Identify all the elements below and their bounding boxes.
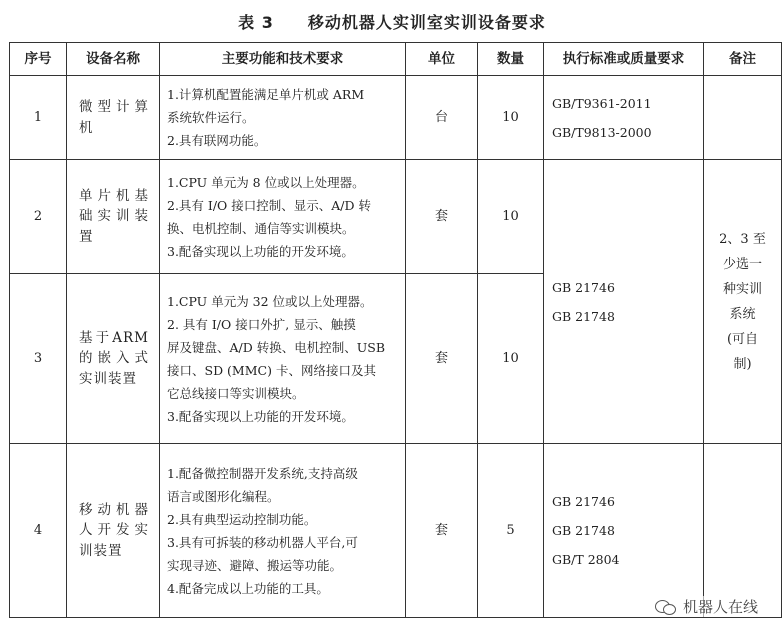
row-unit: 套: [406, 160, 478, 274]
function-line: 2.具有联网功能。: [167, 133, 267, 148]
watermark: [651, 596, 762, 617]
note-line: 制): [733, 356, 752, 372]
equipment-table: [9, 42, 782, 618]
row-quantity: 10: [478, 160, 544, 274]
note-line: 2、3 至: [719, 231, 766, 247]
row-quantity: 10: [478, 274, 544, 444]
row-function: [160, 76, 406, 160]
table-title: 移动机器人实训室实训设备要求: [307, 13, 546, 32]
standard-line: GB 21746: [552, 279, 615, 295]
function-line: 屏及键盘、A/D 转换、电机控制、USB: [167, 339, 386, 355]
shared-note: [704, 160, 782, 444]
row-unit: 台: [406, 76, 478, 160]
function-line: 接口、SD (MMC) 卡、网络接口及其: [167, 362, 376, 378]
row-name: 移动机器人开发实训装置: [67, 444, 160, 618]
row-standard: [544, 76, 704, 160]
header-name: 设备名称: [67, 43, 160, 76]
function-line: 实现寻迹、避障、搬运等功能。: [167, 557, 343, 573]
row-unit: 套: [406, 444, 478, 618]
row-name: 基于ARM的嵌入式实训装置: [67, 274, 160, 444]
row-standard: [544, 444, 704, 618]
table-row: [10, 160, 782, 274]
note-line: (可自: [726, 331, 759, 347]
standard-line: GB 21748: [552, 523, 615, 538]
header-standard: 执行标准或质量要求: [544, 43, 704, 76]
wechat-icon: [655, 598, 677, 616]
shared-standard: [544, 160, 704, 444]
note-line: 系统: [729, 306, 756, 322]
standard-line: GB/T 2804: [552, 552, 620, 567]
header-no: 序号: [10, 43, 67, 76]
header-unit: 单位: [406, 43, 478, 76]
row-name: 微型计算机: [67, 76, 160, 160]
function-line: 4.配备完成以上功能的工具。: [167, 580, 329, 596]
function-line: 2. 具有 I/O 接口外扩, 显示、触摸: [167, 316, 356, 332]
row-quantity: 10: [478, 76, 544, 160]
row-note: [704, 76, 782, 160]
standard-line: GB 21746: [552, 494, 615, 509]
function-line: 1.配备微控制器开发系统,支持高级: [167, 465, 358, 481]
row-no: 2: [10, 160, 67, 274]
function-line: 系统软件运行。: [167, 110, 255, 125]
function-line: 语言或图形化编程。: [167, 488, 280, 504]
row-name: 单片机基础实训装置: [67, 160, 160, 274]
function-line: 2.具有 I/O 接口控制、显示、A/D 转: [167, 197, 372, 213]
function-line: 3.配备实现以上功能的开发环境。: [167, 408, 354, 424]
function-line: 1.CPU 单元为 8 位或以上处理器。: [167, 174, 365, 190]
header-function: 主要功能和技术要求: [160, 43, 406, 76]
standard-line: GB 21748: [552, 308, 615, 324]
row-note: [704, 444, 782, 618]
row-unit: 套: [406, 274, 478, 444]
table-header-row: [10, 43, 782, 76]
standard-line: GB/T9813-2000: [552, 124, 652, 140]
row-no: 3: [10, 274, 67, 444]
row-quantity: 5: [478, 444, 544, 618]
watermark-text: 机器人在线: [682, 598, 758, 616]
function-line: 3.配备实现以上功能的开发环境。: [167, 243, 354, 259]
note-line: 种实训: [722, 281, 762, 297]
function-line: 1.计算机配置能满足单片机或 ARM: [167, 87, 365, 102]
header-note: 备注: [704, 43, 782, 76]
function-line: 1.CPU 单元为 32 位或以上处理器。: [167, 293, 373, 309]
row-no: 4: [10, 444, 67, 618]
table-number: 表 3: [238, 13, 274, 32]
table-row: [10, 444, 782, 618]
row-function: [160, 274, 406, 444]
note-line: 少选一: [722, 256, 762, 272]
function-line: 3.具有可拆装的移动机器人平台,可: [167, 534, 358, 550]
function-line: 换、电机控制、通信等实训模块。: [167, 220, 355, 236]
header-quantity: 数量: [478, 43, 544, 76]
row-no: 1: [10, 76, 67, 160]
table-row: [10, 76, 782, 160]
function-line: 2.具有典型运动控制功能。: [167, 511, 317, 527]
row-function: [160, 160, 406, 274]
function-line: 它总线接口等实训模块。: [167, 385, 305, 401]
table-caption: [0, 10, 784, 33]
row-function: [160, 444, 406, 618]
standard-line: GB/T9361-2011: [552, 95, 652, 111]
